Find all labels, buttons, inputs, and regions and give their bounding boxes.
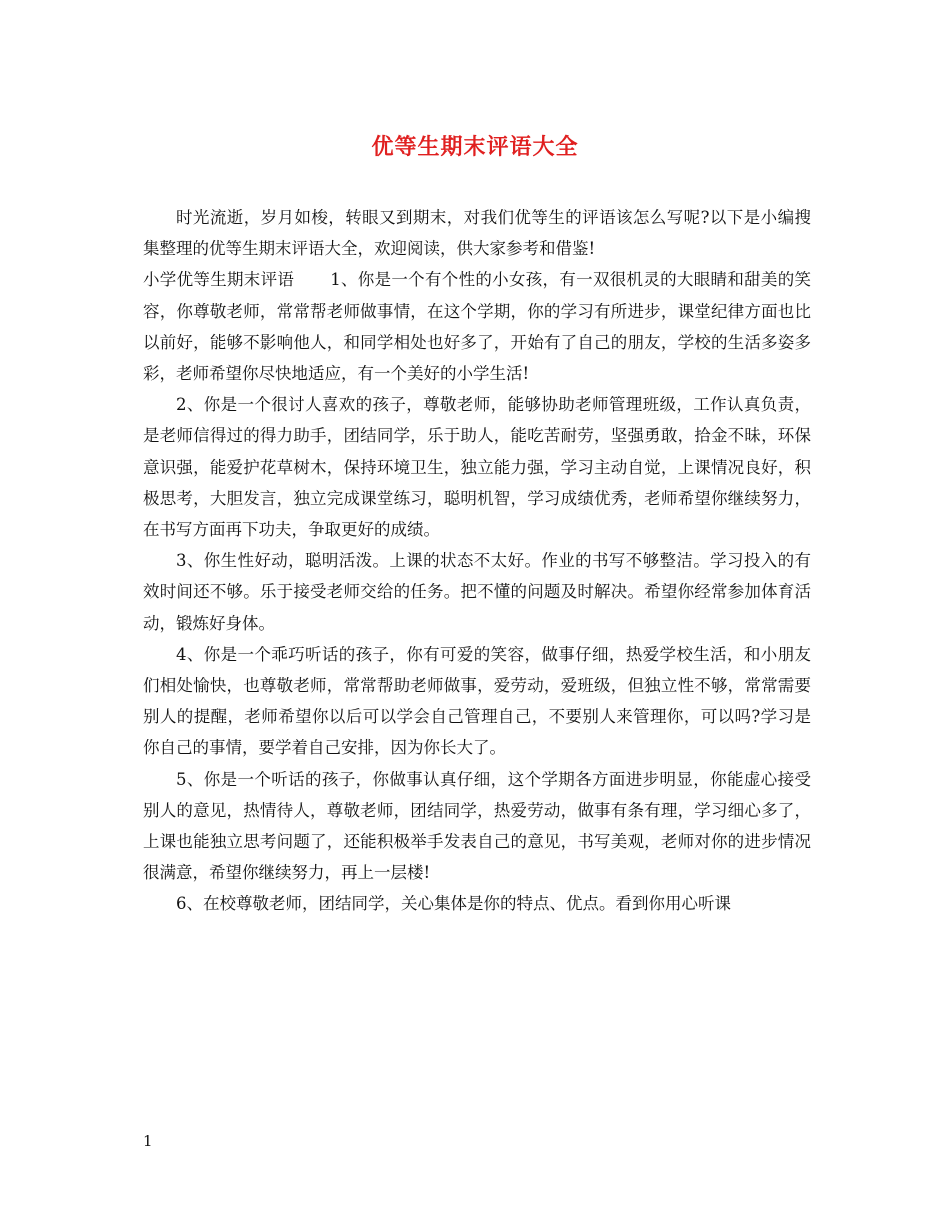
document-title: 优等生期末评语大全 (371, 134, 579, 160)
first-comment-paragraph (143, 264, 811, 389)
comment-item-5: 5、你是一个听话的孩子，你做事认真仔细，这个学期各方面进步明显，你能虚心接受别人的意见，热情待人，尊敬老师，团结同学，热爱劳动，做事有条有理，学习细心多了，上课也能独立思考问题了，还能积极举手发表自己的意见，书写美观，老师对你的进步情况很满意，希望你继续努力，再上一层楼! (143, 769, 811, 883)
section-label: 小学优等生期末评语 (143, 270, 295, 290)
comment-item-4: 4、你是一个乖巧听话的孩子，你有可爱的笑容，做事仔细，热爱学校生活，和小朋友们相处愉快，也尊敬老师，常常帮助老师做事，爱劳动，爱班级，但独立性不够，常常需要别人的提醒，老师希望你以后可以学会自己管理自己，不要别人来管理你，可以吗?学习是你自己的事情，要学着自己安排，因为你长大了。 (143, 644, 811, 758)
intro-paragraph: 时光流逝，岁月如梭，转眼又到期末，对我们优等生的评语该怎么写呢?以下是小编搜集整理的优等生期末评语大全，欢迎阅读，供大家参考和借鉴! (143, 208, 811, 259)
comment-item-6: 6、在校尊敬老师，团结同学，关心集体是你的特点、优点。看到你用心听课 (176, 894, 731, 914)
page-number: 1 (143, 1132, 153, 1150)
document-body (143, 202, 811, 920)
comment-item-3: 3、你生性好动，聪明活泼。上课的状态不太好。作业的书写不够整洁。学习投入的有效时间还不够。乐于接受老师交给的任务。把不懂的问题及时解决。希望你经常参加体育活动，锻炼好身体。 (143, 551, 811, 633)
comment-item-1: 1、你是一个有个性的小女孩，有一双很机灵的大眼睛和甜美的笑容，你尊敬老师，常常帮老师做事情，在这个学期，你的学习有所进步，课堂纪律方面也比以前好，能够不影响他人，和同学相处也好多了，开始有了自己的朋友，学校的生活多姿多彩，老师希望你尽快地适应，有一个美好的小学生活! (143, 270, 812, 384)
comment-item-2: 2、你是一个很讨人喜欢的孩子，尊敬老师，能够协助老师管理班级，工作认真负责，是老师信得过的得力助手，团结同学，乐于助人，能吃苦耐劳，坚强勇敢，拾金不昧，环保意识强，能爱护花草树木，保持环境卫生，独立能力强，学习主动自觉，上课情况良好，积极思考，大胆发言，独立完成课堂练习，聪明机智，学习成绩优秀，老师希望你继续努力，在书写方面再下功夫，争取更好的成绩。 (143, 395, 811, 540)
